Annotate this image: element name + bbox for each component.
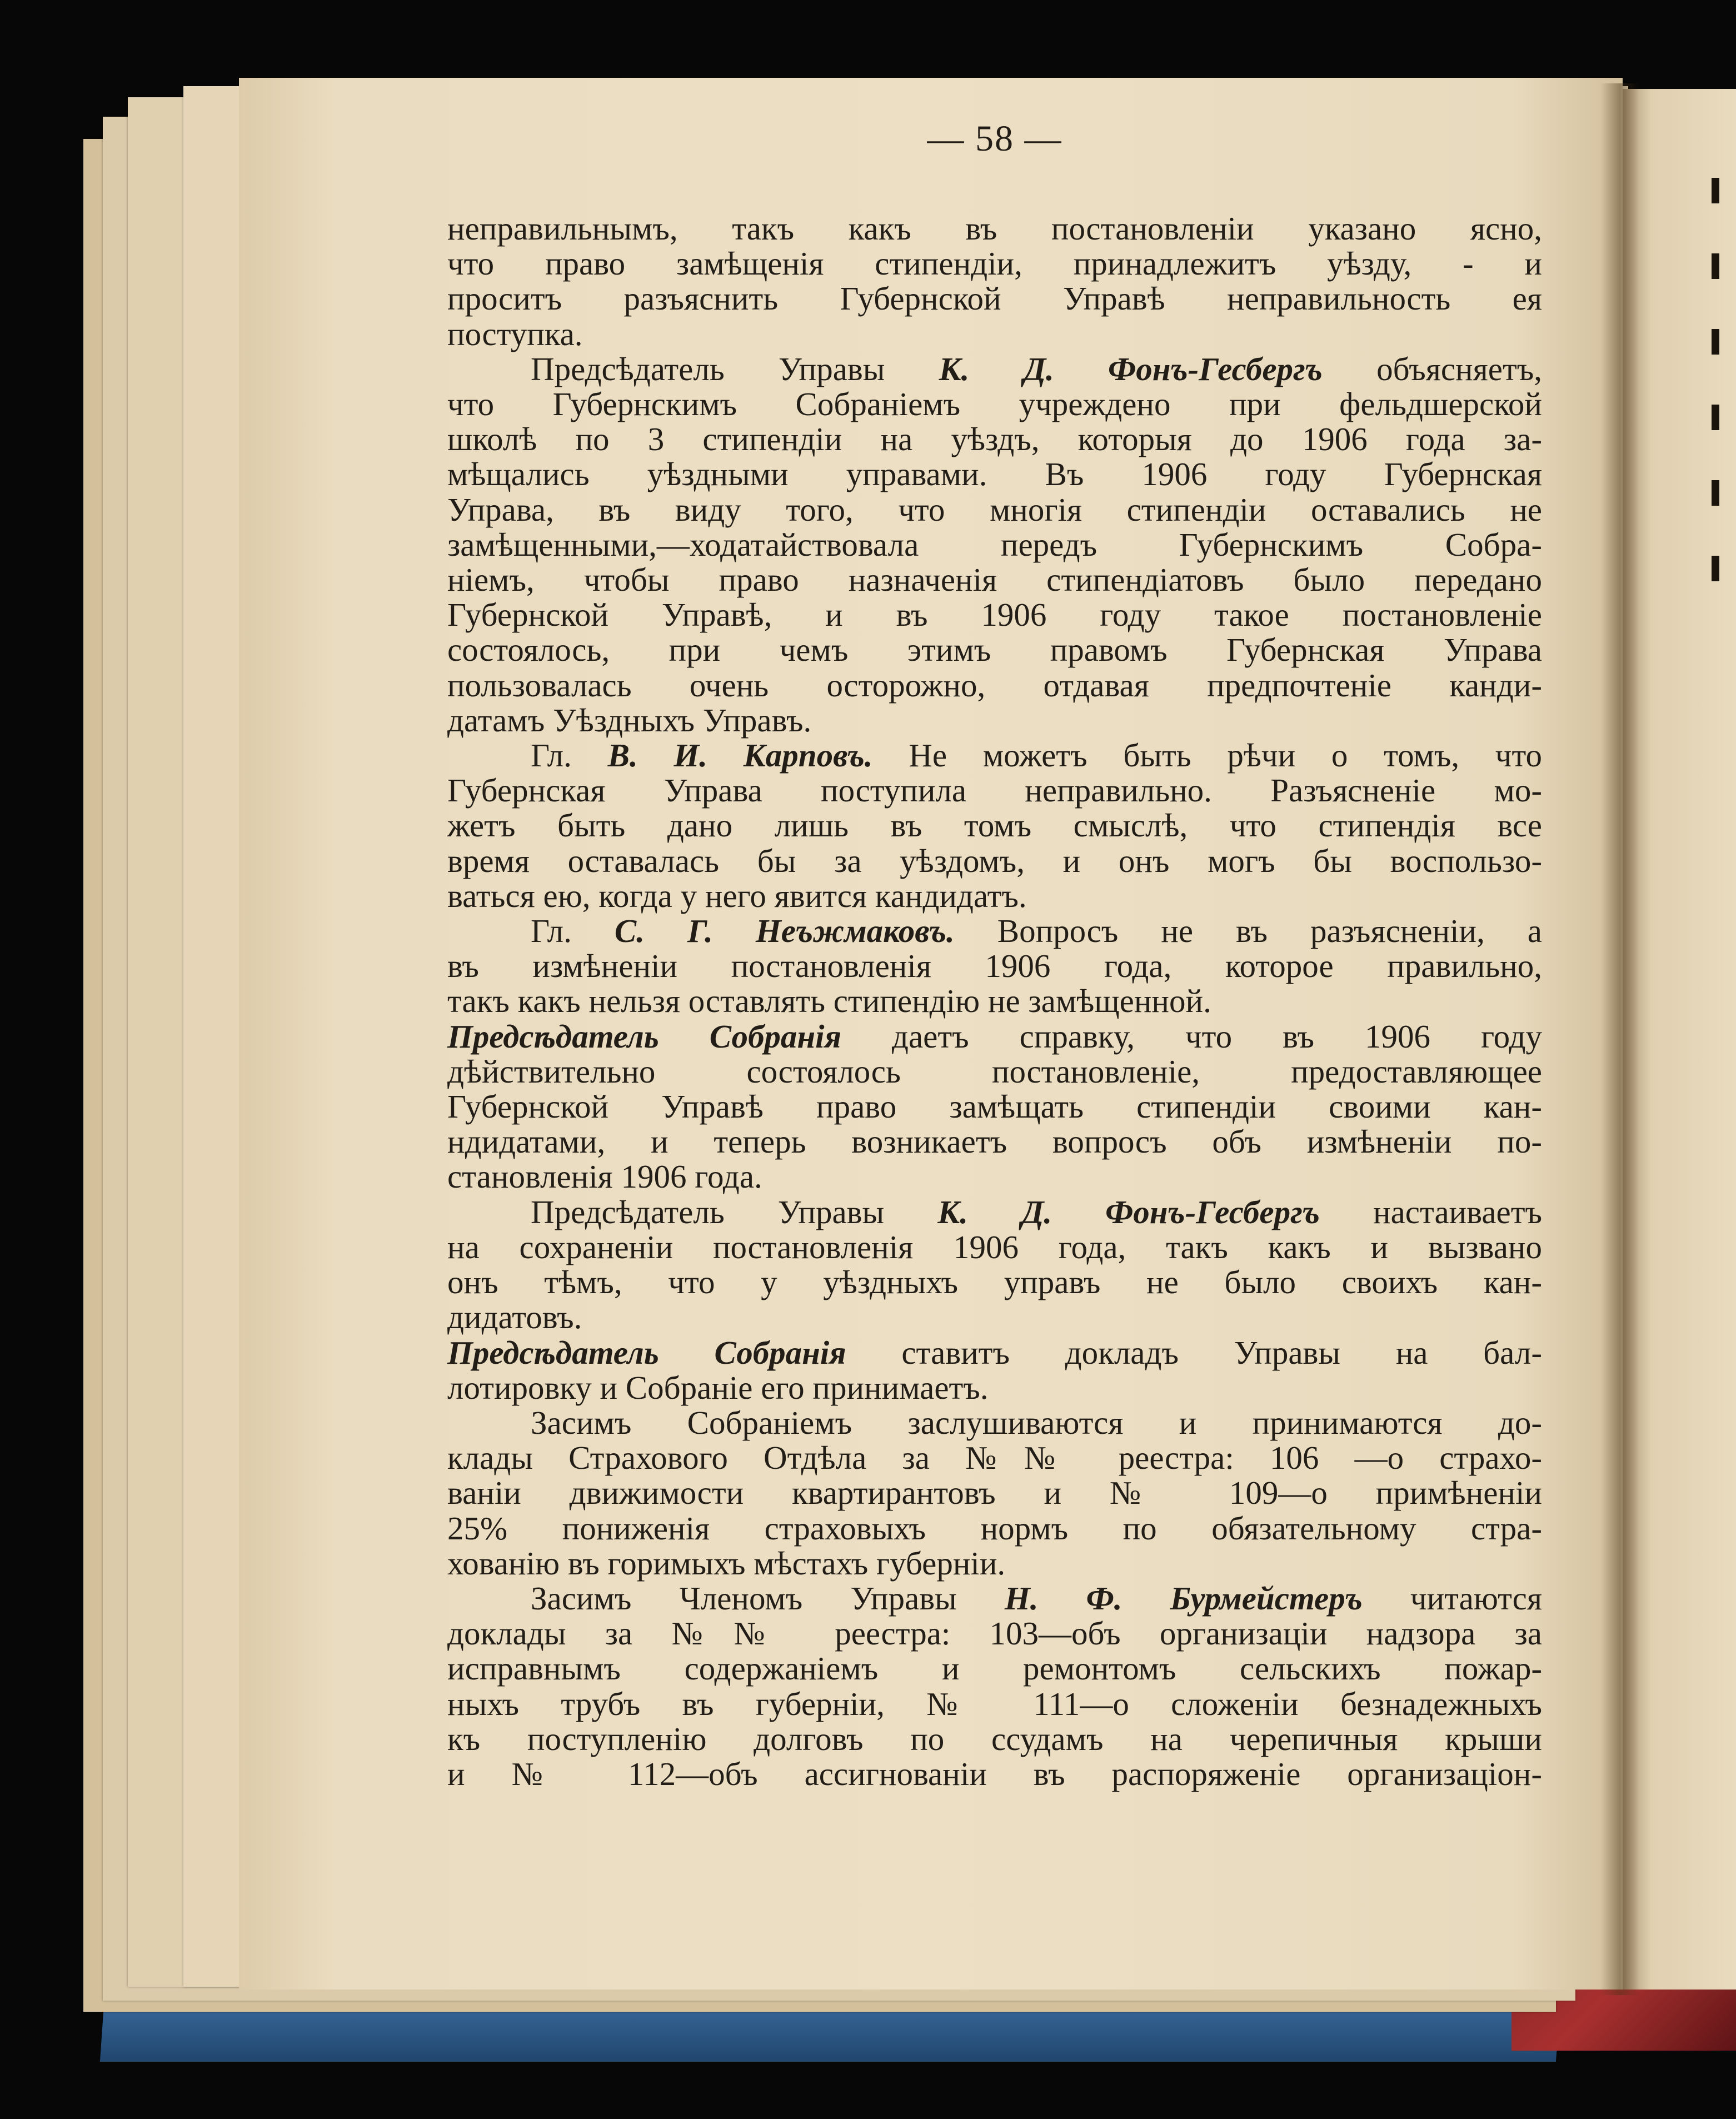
text-segment: проситъ разъяснить Губернской Управѣ неправильность ея [447,280,1542,317]
text-segment: Управа, въ виду того, что многія стипендіи оставались не [447,491,1542,528]
text-segment: и № 112—объ ассигнованіи въ распоряженіе организаціон- [447,1755,1542,1792]
text-segment: ваться ею, когда у него явится кандидатъ. [447,877,1027,914]
text-line [447,1581,1542,1616]
text-line [447,527,1542,562]
text-line [447,1440,1542,1475]
text-segment: клады Страхового Отдѣла за №№ реестра: 106 —о страхо- [447,1439,1542,1477]
text-segment: ваніи движимости квартирантовъ и № 109—о примѣненіи [447,1474,1542,1512]
text-line [447,1159,1542,1194]
page-text-block [447,117,1542,1792]
page-number: — 58 — [927,118,1062,159]
text-line [447,1335,1542,1370]
text-segment: неправильнымъ, такъ какъ въ постановленіи указано ясно, [447,210,1542,247]
text-line [447,984,1542,1019]
text-segment: поступка. [447,315,583,352]
speaker-name: В. И. Карповъ. [607,737,873,774]
text-line [447,632,1542,667]
text-segment: что Губернскимъ Собраніемъ учреждено при фельдшерской [447,386,1542,423]
text-segment: доклады за №№ реестра: 103—объ организаціи надзора за [447,1615,1542,1652]
text-segment: жетъ быть дано лишь въ томъ смыслѣ, что стипендія все [447,807,1542,844]
text-line [447,597,1542,632]
text-segment: къ поступленію долговъ по ссудамъ на черепичныя крыши [447,1720,1542,1757]
text-line [447,562,1542,597]
text-line [447,1722,1542,1757]
text-segment: объясняетъ, [1322,350,1542,387]
text-line [447,1546,1542,1581]
text-line [447,1019,1542,1054]
text-segment: становленія 1906 года. [447,1158,762,1195]
speaker-name: К. Д. Фонъ-Гесбергъ [937,1193,1320,1230]
text-segment: пользовалась очень осторожно, отдавая предпочтеніе канди- [447,666,1542,704]
text-segment: Засимъ Собраніемъ заслушиваются и принимаются до- [531,1404,1542,1441]
text-segment: школѣ по 3 стипендіи на уѣздъ, которыя до 1906 года за- [447,421,1542,458]
text-segment: ставитъ докладъ Управы на бал- [846,1334,1542,1371]
text-line [447,1300,1542,1335]
text-segment: 25% пониженія страховыхъ нормъ по обязательному стра- [447,1509,1542,1547]
text-segment: даетъ справку, что въ 1906 году [841,1018,1542,1055]
speaker-name: Н. Ф. Бурмейстеръ [1004,1579,1363,1617]
speaker-name: С. Г. Неъжмаковъ. [614,913,955,950]
text-segment: Гл. [531,737,608,774]
text-segment: Губернская Управа поступила неправильно. Разъясненіе мо- [447,772,1542,809]
text-segment: ндидатами, и теперь возникаетъ вопросъ объ измѣненіи по- [447,1123,1542,1160]
text-segment: ныхъ трубъ въ губерніи, № 111—о сложеніи безнадежныхъ [447,1685,1542,1722]
text-segment: такъ какъ нельзя оставлять стипендію не замѣщенной. [447,983,1211,1020]
text-lines [447,211,1542,1792]
facing-page-margin-marks [1712,178,1728,631]
text-line [447,879,1542,914]
text-line [447,352,1542,387]
text-segment: хованію въ горимыхъ мѣстахъ губерніи. [447,1544,1006,1582]
text-segment: мѣщались уѣздными управами. Въ 1906 году Губернская [447,456,1542,493]
text-segment: Губернской Управѣ, и въ 1906 году такое постановленіе [447,596,1542,634]
text-line [447,844,1542,879]
text-line [447,1687,1542,1722]
text-line [447,1370,1542,1405]
text-line [447,1757,1542,1792]
text-segment: замѣщенными,—ходатайствовала передъ Губернскимъ Собра- [447,526,1542,563]
text-line [447,949,1542,984]
speaker-name: Предсѣдатель Собранія [447,1018,841,1055]
text-line [447,1405,1542,1440]
text-line [447,1475,1542,1510]
text-line [447,914,1542,949]
text-line [447,808,1542,843]
speaker-name: К. Д. Фонъ-Гесбергъ [939,350,1323,387]
text-segment: на сохраненіи постановленія 1906 года, такъ какъ и вызвано [447,1228,1542,1265]
text-line [447,1230,1542,1265]
text-segment: датамъ Уѣздныхъ Управъ. [447,701,812,739]
text-line [447,492,1542,527]
text-segment: Не можетъ быть рѣчи о томъ, что [872,737,1542,774]
text-segment: что право замѣщенія стипендіи, принадлежитъ уѣзду, - и [447,245,1542,282]
speaker-name: Предсѣдатель Собранія [447,1334,846,1371]
text-segment: читаются [1362,1579,1542,1617]
text-line [447,1651,1542,1686]
text-line [447,1124,1542,1159]
text-segment: Губернской Управѣ право замѣщать стипендіи своими кан- [447,1088,1542,1125]
text-line [447,281,1542,316]
text-segment: онъ тѣмъ, что у уѣздныхъ управъ не было своихъ кан- [447,1264,1542,1301]
text-line [447,1616,1542,1651]
text-segment: лотировку и Собраніе его принимаетъ. [447,1369,989,1406]
text-segment: дѣйствительно состоялось постановленіе, предоставляющее [447,1053,1542,1090]
text-segment: Засимъ Членомъ Управы [531,1579,1005,1617]
text-line [447,1265,1542,1300]
text-line [447,703,1542,738]
text-line [447,317,1542,352]
text-line [447,738,1542,773]
text-line [447,668,1542,703]
book-gutter [1600,83,1639,1995]
text-line [447,1195,1542,1230]
text-segment: Предсѣдатель Управы [531,350,939,387]
text-line [447,246,1542,281]
text-segment: Гл. [531,913,615,950]
text-segment: ніемъ, чтобы право назначенія стипендіатовъ было передано [447,561,1542,599]
text-line [447,457,1542,492]
text-line [447,387,1542,422]
text-segment: дидатовъ. [447,1299,582,1336]
text-segment: Предсѣдатель Управы [531,1193,938,1230]
text-segment: исправнымъ содержаніемъ и ремонтомъ сельскихъ пожар- [447,1650,1542,1687]
text-line [447,1054,1542,1089]
text-segment: время оставалась бы за уѣздомъ, и онъ могъ бы воспользо- [447,842,1542,879]
text-line [447,211,1542,246]
text-segment: состоялось, при чемъ этимъ правомъ Губернская Управа [447,631,1542,669]
text-segment: настаиваетъ [1319,1193,1542,1230]
text-line [447,1511,1542,1546]
text-segment: въ измѣненіи постановленія 1906 года, которое правильно, [447,948,1542,985]
text-line [447,422,1542,457]
text-line [447,1089,1542,1124]
text-line [447,773,1542,808]
text-segment: Вопросъ не въ разъясненіи, а [954,913,1542,950]
